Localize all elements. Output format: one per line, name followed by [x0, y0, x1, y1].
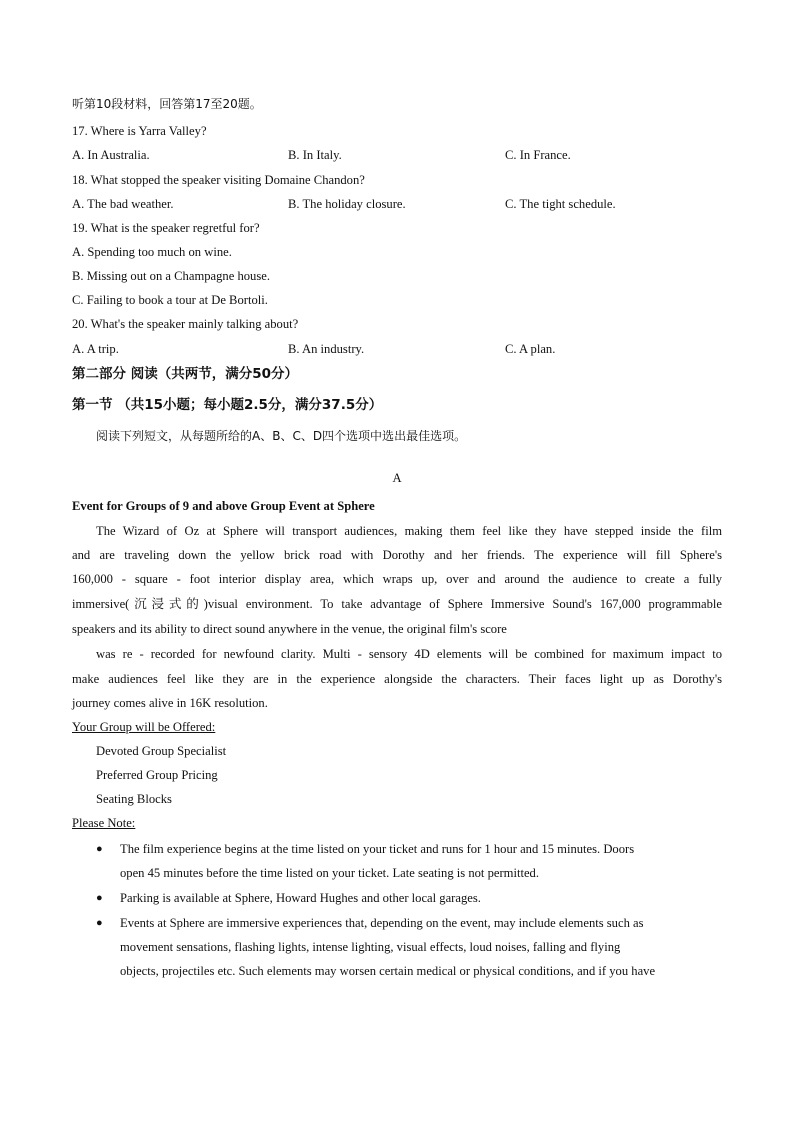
question-19: 19. What is the speaker regretful for? — [72, 221, 260, 235]
question-18: 18. What stopped the speaker visiting Domaine Chandon? — [72, 173, 365, 187]
q18-option-b: B. The holiday closure. — [288, 197, 406, 211]
q18-option-c: C. The tight schedule. — [505, 197, 616, 211]
part-heading: 第二部分 阅读（共两节，满分50分） — [72, 366, 298, 382]
question-17: 17. Where is Yarra Valley? — [72, 124, 207, 138]
passage-letter: A — [392, 471, 402, 485]
offered-item: Seating Blocks — [96, 792, 172, 806]
offered-item: Devoted Group Specialist — [96, 744, 227, 758]
q17-option-a: A. In Australia. — [72, 148, 150, 162]
q17-option-b: B. In Italy. — [288, 148, 342, 162]
section-heading: 第一节 （共15小题；每小题2.5分，满分37.5分） — [72, 397, 383, 413]
paragraph-line: journey comes alive in 16K resolution. — [72, 696, 268, 710]
q19-option-a: A. Spending too much on wine. — [72, 245, 232, 259]
note-heading: Please Note: — [72, 816, 136, 830]
note-line: The film experience begins at the time listed on your ticket and runs for 1 hour and 15 minutes. Doors — [120, 842, 635, 856]
paragraph-line: The Wizard of Oz at Sphere will transport audiences, making them feel like they have stepped inside the film — [96, 524, 722, 538]
bullet-icon: ● — [96, 843, 103, 855]
q20-option-c: C. A plan. — [505, 342, 556, 356]
paragraph-line: 160,000 - square - foot interior display area, which wraps up, over and around the audience to create a fully — [72, 572, 722, 586]
note-line: Parking is available at Sphere, Howard Hughes and other local garages. — [120, 891, 481, 905]
bullet-icon: ● — [96, 892, 103, 904]
q17-option-c: C. In France. — [505, 148, 571, 162]
note-line: objects, projectiles etc. Such elements may worsen certain medical or physical conditions, and if you have — [120, 964, 656, 978]
note-line: Events at Sphere are immersive experiences that, depending on the event, may include elements such as — [120, 916, 644, 930]
q19-option-c: C. Failing to book a tour at De Bortoli. — [72, 293, 268, 307]
question-20: 20. What's the speaker mainly talking about? — [72, 317, 299, 331]
bullet-icon: ● — [96, 917, 103, 929]
instruction: 阅读下列短文，从每题所给的A、B、C、D四个选项中选出最佳选项。 — [96, 429, 467, 443]
note-line: open 45 minutes before the time listed on your ticket. Late seating is not permitted. — [120, 866, 539, 880]
note-line: movement sensations, flashing lights, intense lighting, visual effects, loud noises, falling and flying — [120, 940, 621, 954]
q20-option-a: A. A trip. — [72, 342, 119, 356]
q18-option-a: A. The bad weather. — [72, 197, 174, 211]
offered-heading: Your Group will be Offered: — [72, 720, 216, 734]
offered-item: Preferred Group Pricing — [96, 768, 218, 782]
paragraph-line: speakers and its ability to direct sound anywhere in the venue, the original film's score — [72, 622, 507, 636]
paragraph-line: and are traveling down the yellow brick road with Dorothy and her friends. The experience will fill Sphere's — [72, 548, 722, 562]
q20-option-b: B. An industry. — [288, 342, 365, 356]
paragraph-line: was re - recorded for newfound clarity. Multi - sensory 4D elements will be combined for maximum impact to — [96, 647, 722, 661]
q19-option-b: B. Missing out on a Champagne house. — [72, 269, 270, 283]
paragraph-line: make audiences feel like they are in the experience alongside the characters. Their faces light up as Dorothy's — [72, 672, 722, 686]
passage-title: Event for Groups of 9 and above Group Event at Sphere — [72, 499, 375, 513]
paragraph-line: immersive(沉浸式的)visual environment. To take advantage of Sphere Immersive Sound's 167,000 programmable — [72, 597, 722, 611]
listening-intro: 听第10段材料，回答第17至20题。 — [72, 97, 262, 111]
